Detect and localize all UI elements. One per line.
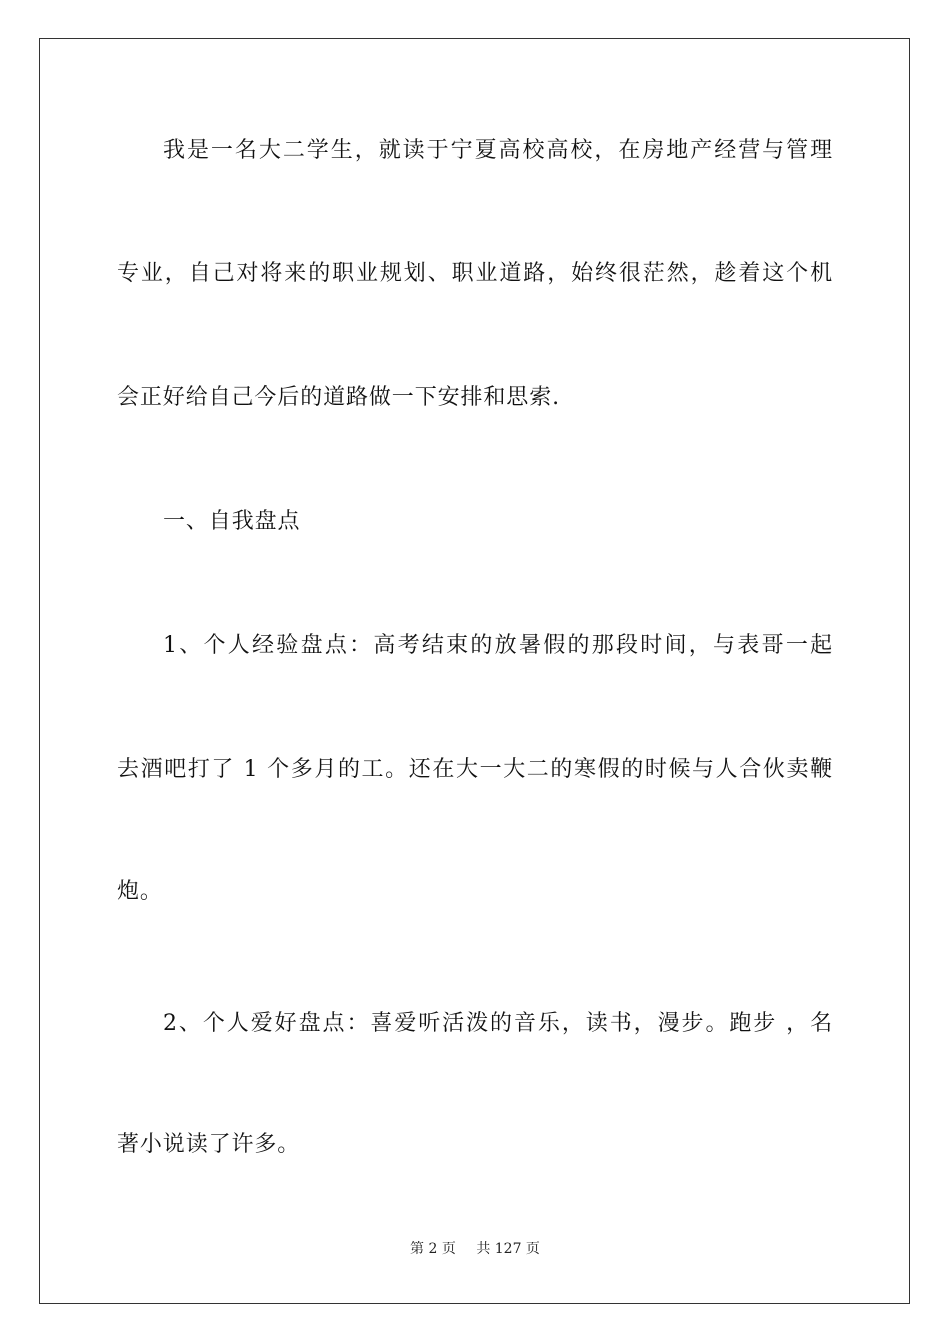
section-heading: 一、自我盘点	[163, 509, 301, 534]
paragraph-line-8: 2、个人爱好盘点：喜爱听活泼的音乐，读书，漫步。跑步 ，名	[163, 1011, 833, 1036]
page-footer	[0, 1240, 950, 1258]
paragraph-line-3: 会正好给自己今后的道路做一下安排和思索.	[117, 385, 560, 410]
page-total: 共 127 页	[476, 1241, 540, 1257]
page-border	[39, 38, 910, 1304]
page-number: 第 2 页	[410, 1241, 456, 1257]
paragraph-line-1: 我是一名大二学生，就读于宁夏高校高校，在房地产经营与管理	[163, 138, 833, 163]
paragraph-line-7: 炮。	[117, 879, 163, 904]
paragraph-line-5: 1、个人经验盘点：高考结束的放暑假的那段时间，与表哥一起	[163, 633, 833, 658]
paragraph-line-9: 著小说读了许多。	[117, 1132, 301, 1157]
paragraph-line-6: 去酒吧打了 1 个多月的工。还在大一大二的寒假的时候与人合伙卖鞭	[117, 757, 833, 782]
paragraph-line-2: 专业，自己对将来的职业规划、职业道路，始终很茫然，趁着这个机	[117, 261, 833, 286]
